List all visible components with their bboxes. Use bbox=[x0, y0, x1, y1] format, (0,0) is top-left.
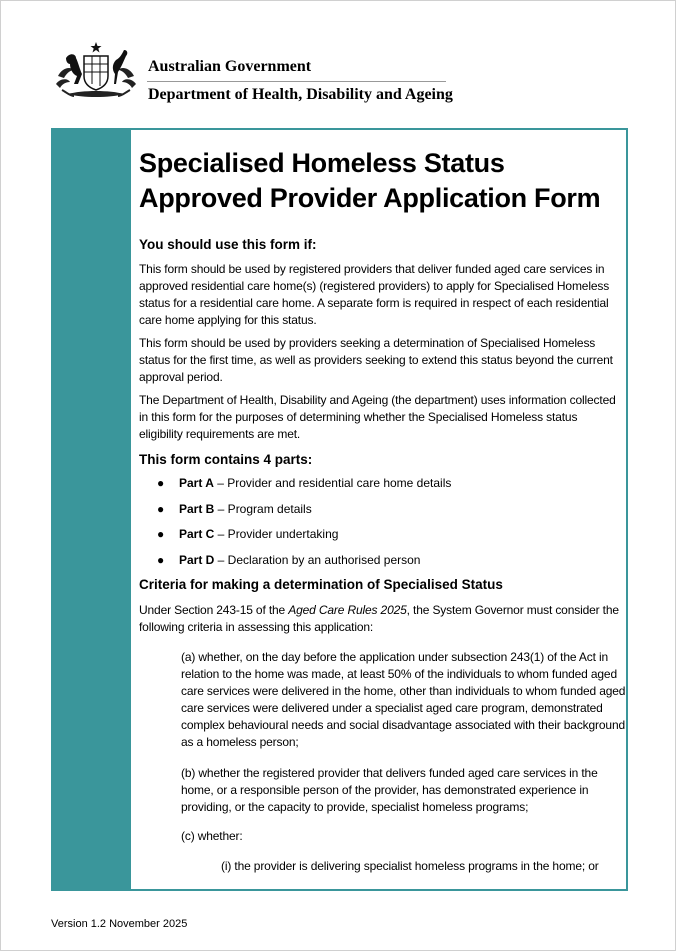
form-title bbox=[139, 146, 619, 216]
criterion-c-i: (i) the provider is delivering specialist homeless programs in the home; or bbox=[221, 859, 599, 873]
government-name: Australian Government bbox=[148, 58, 312, 75]
use-heading: You should use this form if: bbox=[139, 237, 317, 252]
part-label: Part B bbox=[179, 502, 215, 516]
use-paragraph-3: The Department of Health, Disability and Ageing (the department) uses information collected in this form for the purposes of determining whether the Specialised Homeless status eligibility requirements are met. bbox=[139, 393, 616, 441]
part-text: – Declaration by an authorised person bbox=[214, 553, 421, 567]
form-intro-box bbox=[51, 128, 628, 891]
part-label: Part A bbox=[179, 476, 214, 490]
teal-side-bar bbox=[53, 130, 131, 889]
bullet-icon: ● bbox=[157, 476, 165, 490]
coat-of-arms-icon bbox=[52, 40, 140, 104]
version-footer: Version 1.2 November 2025 bbox=[51, 918, 188, 930]
use-paragraph-1: This form should be used by registered providers that deliver funded aged care services in approved residential care home(s) (registered providers) to apply for Specialised Homeless status for a residential care home. A separate form is required in respect of each residential care home applying for this status. bbox=[139, 262, 610, 327]
criteria-intro bbox=[139, 602, 623, 636]
form-title-line2: Approved Provider Application Form bbox=[139, 183, 601, 213]
bullet-icon: ● bbox=[157, 502, 165, 516]
part-label: Part C bbox=[179, 527, 215, 541]
criteria-heading: Criteria for making a determination of Specialised Status bbox=[139, 577, 503, 592]
part-label: Part D bbox=[179, 553, 215, 567]
parts-heading: This form contains 4 parts: bbox=[139, 452, 313, 467]
bullet-icon: ● bbox=[157, 527, 165, 541]
criteria-intro-end: , the System Governor must consider the following criteria in assessing this application: bbox=[139, 603, 619, 634]
header-divider bbox=[147, 81, 446, 82]
use-paragraph-2: This form should be used by providers seeking a determination of Specialised Homeless status for the first time, as well as providers seeking to extend this status beyond the current approval period. bbox=[139, 336, 613, 384]
criteria-intro-start: Under Section 243-15 of the bbox=[139, 603, 289, 617]
part-text: – Program details bbox=[214, 502, 312, 516]
criterion-c: (c) whether: bbox=[181, 829, 243, 843]
bullet-icon: ● bbox=[157, 553, 165, 567]
criterion-a: (a) whether, on the day before the application under subsection 243(1) of the Act in relation to the home was made, at least 50% of the individuals to whom funded aged care services were delivered in the home, other than individuals to whom funded aged care services were delivered under a specialist aged care program, demonstrated complex behavioural needs and social disadvantage associated with their background as a homeless person; bbox=[181, 650, 626, 749]
form-title-line1: Specialised Homeless Status bbox=[139, 148, 505, 178]
criteria-intro-act: Aged Care Rules 2025 bbox=[288, 603, 407, 617]
part-text: – Provider and residential care home details bbox=[213, 476, 452, 490]
criterion-b: (b) whether the registered provider that delivers funded aged care services in the home, or a responsible person of the provider, has demonstrated experience in providing, or the capacity to provide, specialist homeless programs; bbox=[181, 766, 598, 814]
department-name: Department of Health, Disability and Ageing bbox=[148, 86, 453, 103]
part-text: – Provider undertaking bbox=[214, 527, 339, 541]
